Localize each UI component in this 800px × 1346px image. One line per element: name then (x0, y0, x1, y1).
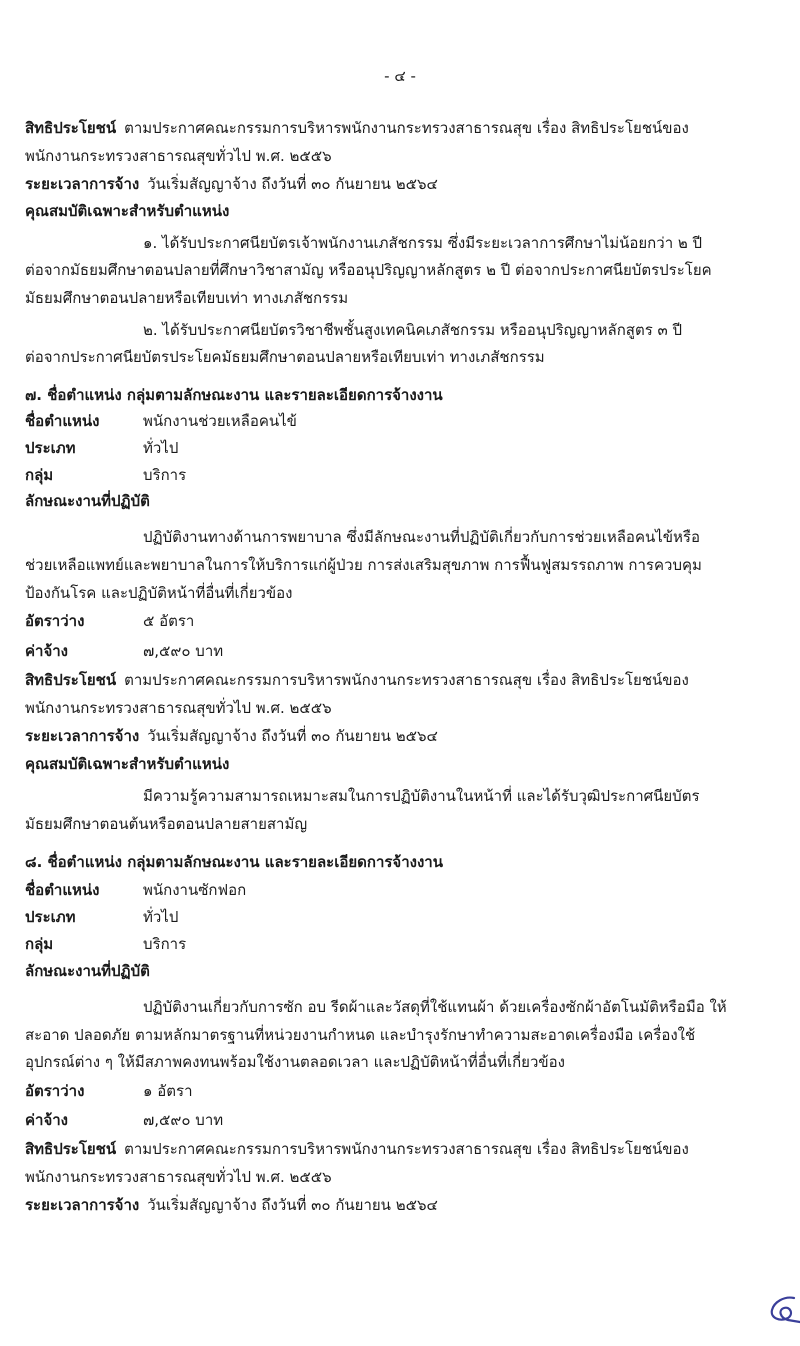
qualification-text: มีความรู้ความสามารถเหมาะสมในการปฏิบัติงานในหน้าที่ และได้รับวุฒิประกาศนียบัตร (143, 787, 700, 805)
job-description-text: อุปกรณ์ต่าง ๆ ให้มีสภาพคงทนพร้อมใช้งานตลอดเวลา และปฏิบัติหน้าที่อื่นที่เกี่ยวข้อง (25, 1053, 565, 1071)
job-description-heading: ลักษณะงานที่ปฏิบัติ (25, 962, 150, 980)
benefits-label: สิทธิประโยชน์ (25, 671, 117, 689)
qualification-item: ๑. ได้รับประกาศนียบัตรเจ้าพนักงานเภสัชกรรม ซึ่งมีระยะเวลาการศึกษาไม่น้อยกว่า ๒ ปี (143, 234, 703, 252)
employment-period-line (25, 173, 782, 195)
position-name-line (25, 410, 782, 432)
employment-period-label: ระยะเวลาการจ้าง (25, 175, 140, 193)
vacancies-label: อัตราว่าง (25, 612, 85, 630)
type-value: ทั่วไป (143, 908, 179, 926)
qualification-text: มัธยมศึกษาตอนต้นหรือตอนปลายสายสามัญ (25, 815, 308, 833)
job-description-text: สะอาด ปลอดภัย ตามหลักมาตรฐานที่หน่วยงานกำหนด และบำรุงรักษาทำความสะอาดเครื่องมือ เครื่องใช้ (25, 1026, 696, 1044)
qualification-item: ๒. ได้รับประกาศนียบัตรวิชาชีพชั้นสูงเทคนิคเภสัชกรรม หรืออนุปริญญาหลักสูตร ๓ ปี (143, 321, 683, 339)
benefits-continued: พนักงานกระทรวงสาธารณสุขทั่วไป พ.ศ. ๒๕๕๖ (25, 147, 332, 165)
benefits-continued: พนักงานกระทรวงสาธารณสุขทั่วไป พ.ศ. ๒๕๕๖ (25, 699, 332, 717)
benefits-label: สิทธิประโยชน์ (25, 1140, 117, 1158)
employment-period-label: ระยะเวลาการจ้าง (25, 1196, 140, 1214)
type-line (25, 906, 782, 928)
job-description-text: ช่วยเหลือแพทย์และพยาบาลในการให้บริการแก่ผู้ป่วย การส่งเสริมสุขภาพ การฟื้นฟูสมรรถภาพ การควบคุม (25, 556, 702, 574)
group-line (25, 464, 782, 486)
vacancies-label: อัตราว่าง (25, 1082, 85, 1100)
benefits-label: สิทธิประโยชน์ (25, 119, 117, 137)
wage-label: ค่าจ้าง (25, 642, 68, 660)
wage-value: ๗,๕๙๐ บาท (143, 1111, 224, 1129)
group-label: กลุ่ม (25, 935, 54, 953)
position-name-line (25, 879, 782, 901)
benefits-continued: พนักงานกระทรวงสาธารณสุขทั่วไป พ.ศ. ๒๕๕๖ (25, 1168, 332, 1186)
position-name-value: พนักงานช่วยเหลือคนไข้ (143, 412, 297, 430)
benefits-line (25, 669, 782, 691)
wage-line (25, 640, 782, 662)
group-value: บริการ (143, 466, 187, 484)
employment-period-text: วันเริ่มสัญญาจ้าง ถึงวันที่ ๓๐ กันยายน ๒๕๖๔ (147, 727, 438, 745)
qualification-text: มัธยมศึกษาตอนปลายหรือเทียบเท่า ทางเภสัชกรรม (25, 289, 349, 307)
benefits-text: ตามประกาศคณะกรรมการบริหารพนักงานกระทรวงสาธารณสุข เรื่อง สิทธิประโยชน์ของ (124, 119, 689, 137)
vacancies-line (25, 610, 782, 632)
qualifications-heading: คุณสมบัติเฉพาะสำหรับตำแหน่ง (25, 202, 230, 220)
type-value: ทั่วไป (143, 439, 179, 457)
wage-value: ๗,๕๙๐ บาท (143, 642, 224, 660)
group-label: กลุ่ม (25, 466, 54, 484)
qualifications-heading: คุณสมบัติเฉพาะสำหรับตำแหน่ง (25, 755, 230, 773)
wage-label: ค่าจ้าง (25, 1111, 68, 1129)
job-description-text: ปฏิบัติงานทางด้านการพยาบาล ซึ่งมีลักษณะงานที่ปฏิบัติเกี่ยวกับการช่วยเหลือคนไข้หรือ (143, 528, 700, 546)
position-name-label: ชื่อตำแหน่ง (25, 881, 100, 899)
job-description-text: ปฏิบัติงานเกี่ยวกับการซัก อบ รีดผ้าและวัสดุที่ใช้แทนผ้า ด้วยเครื่องซักผ้าอัตโนมัติหรือมือ ให้ (143, 998, 727, 1016)
qualification-text: ต่อจากมัธยมศึกษาตอนปลายที่ศึกษาวิชาสามัญ หรืออนุปริญญาหลักสูตร ๒ ปี ต่อจากประกาศนียบัตรประโยค (25, 261, 712, 279)
vacancies-value: ๑ อัตรา (143, 1082, 193, 1100)
wage-line (25, 1109, 782, 1131)
vacancies-value: ๕ อัตรา (143, 612, 195, 630)
section-7-heading: ๗. ชื่อตำแหน่ง กลุ่มตามลักษณะงาน และรายละเอียดการจ้างงาน (25, 386, 443, 404)
signature-mark (760, 1292, 800, 1328)
type-label: ประเภท (25, 439, 76, 457)
benefits-text: ตามประกาศคณะกรรมการบริหารพนักงานกระทรวงสาธารณสุข เรื่อง สิทธิประโยชน์ของ (124, 1140, 689, 1158)
vacancies-line (25, 1080, 782, 1102)
group-value: บริการ (143, 935, 187, 953)
group-line (25, 933, 782, 955)
employment-period-text: วันเริ่มสัญญาจ้าง ถึงวันที่ ๓๐ กันยายน ๒๕๖๔ (147, 1196, 438, 1214)
benefits-line (25, 1138, 782, 1160)
job-description-text: ป้องกันโรค และปฏิบัติหน้าที่อื่นที่เกี่ยวข้อง (25, 584, 293, 602)
type-label: ประเภท (25, 908, 76, 926)
section-8-heading: ๘. ชื่อตำแหน่ง กลุ่มตามลักษณะงาน และรายละเอียดการจ้างงาน (25, 853, 443, 871)
page-number: - ๔ - (384, 67, 416, 85)
benefits-line (25, 117, 782, 139)
position-name-label: ชื่อตำแหน่ง (25, 412, 100, 430)
qualification-text: ต่อจากประกาศนียบัตรประโยคมัธยมศึกษาตอนปลายหรือเทียบเท่า ทางเภสัชกรรม (25, 348, 545, 366)
employment-period-text: วันเริ่มสัญญาจ้าง ถึงวันที่ ๓๐ กันยายน ๒๕๖๔ (147, 175, 438, 193)
benefits-text: ตามประกาศคณะกรรมการบริหารพนักงานกระทรวงสาธารณสุข เรื่อง สิทธิประโยชน์ของ (124, 671, 689, 689)
employment-period-line (25, 725, 782, 747)
position-name-value: พนักงานซักฟอก (143, 881, 247, 899)
type-line (25, 437, 782, 459)
employment-period-line (25, 1194, 782, 1216)
employment-period-label: ระยะเวลาการจ้าง (25, 727, 140, 745)
job-description-heading: ลักษณะงานที่ปฏิบัติ (25, 492, 150, 510)
